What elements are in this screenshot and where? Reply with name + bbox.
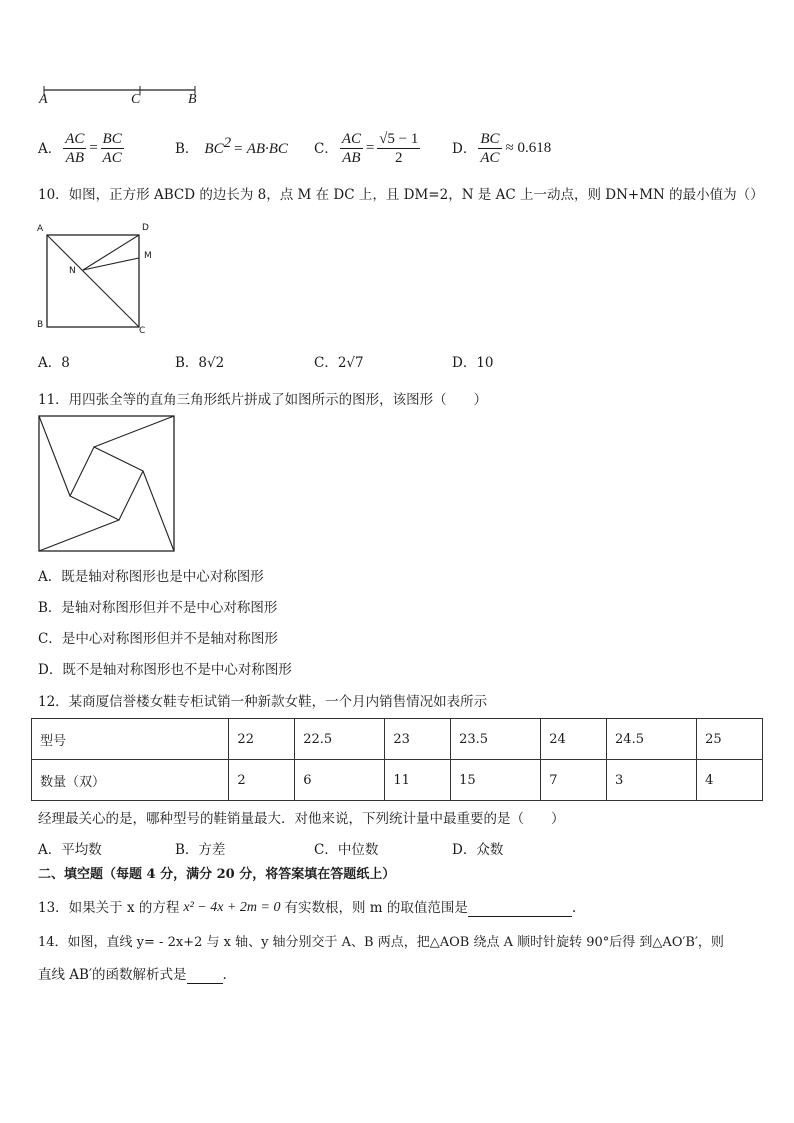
q9-option-c[interactable]: [314, 130, 422, 167]
table-cell-head: 型号: [32, 719, 229, 760]
q11-option-a[interactable]: A．既是轴对称图形也是中心对称图形: [38, 569, 264, 585]
point-label-m: M: [144, 251, 152, 261]
option-tag: C．: [314, 355, 338, 371]
four-triangles-diagram: [38, 415, 178, 555]
q10-option-c[interactable]: [314, 354, 364, 372]
vertex-label-a: A: [37, 224, 44, 234]
q12-option-d[interactable]: [452, 841, 503, 859]
approx-value: ≈ 0.618: [505, 140, 552, 156]
option-tag: A．: [38, 355, 62, 371]
option-tag: B．: [175, 141, 199, 157]
table-cell: 4: [697, 760, 763, 801]
q11-option-d[interactable]: D．既不是轴对称图形也不是中心对称图形: [38, 662, 292, 678]
pinwheel-figure: [38, 415, 178, 555]
table-cell: 6: [295, 760, 385, 801]
section-heading-fill-in: 二、填空题（每题 4 分，满分 20 分，将答案填在答题纸上）: [38, 867, 396, 882]
exponent: 2: [223, 134, 232, 151]
option-tag: A．: [38, 842, 62, 858]
q9-option-a[interactable]: [38, 130, 126, 167]
expr-bc: BC: [204, 140, 224, 157]
q12-option-a[interactable]: [38, 841, 102, 859]
option-value: 平均数: [61, 842, 102, 858]
vertex-label-c: C: [139, 326, 146, 336]
table-cell: 24.5: [607, 719, 697, 760]
table-cell: 11: [385, 760, 451, 801]
fraction-ac-ab: $\frac{AC}{AB}$: [341, 131, 362, 166]
question-14-line2-text: 直线 AB′的函数解析式是: [38, 967, 187, 983]
square-figure: [34, 222, 164, 340]
option-tag: B．: [175, 355, 199, 371]
fraction-bc-ac: $\frac{BC}{AC}$: [480, 131, 500, 166]
equals-sign: =: [365, 140, 376, 156]
option-value: 10: [476, 355, 494, 371]
question-13-post: 有实数根，则 m 的取值范围是: [284, 900, 468, 916]
segment-acb: [38, 82, 208, 110]
table-cell: 22: [229, 719, 295, 760]
q11-option-b[interactable]: B．是轴对称图形但并不是中心对称图形: [38, 600, 278, 616]
option-value: 8: [61, 355, 70, 371]
option-value: 8√2: [198, 355, 225, 371]
q11-option-c[interactable]: C．是中心对称图形但并不是轴对称图形: [38, 631, 278, 647]
question-13-end: .: [571, 900, 577, 916]
q10-option-d[interactable]: [452, 354, 494, 372]
q10-option-b[interactable]: [175, 354, 224, 372]
table-cell: 23.5: [451, 719, 541, 760]
square-abcd-diagram: [34, 222, 164, 340]
q10-option-a[interactable]: [38, 354, 70, 372]
fraction-sqrt5: $\frac{√5 - 1}{2}$: [379, 131, 419, 166]
question-10-text: 10．如图，正方形 ABCD 的边长为 8，点 M 在 DC 上，且 DM=2，N 是 AC 上一动点，则 DN+MN 的最小值为（）: [38, 187, 764, 203]
point-label-n: N: [69, 266, 76, 276]
table-cell: 25: [697, 719, 763, 760]
option-value: 2√7: [337, 355, 364, 371]
option-value: 中位数: [337, 842, 379, 858]
table-cell: 15: [451, 760, 541, 801]
question-14-line1: 14．如图，直线 y= - 2x+2 与 x 轴、y 轴分别交于 A、B 两点，把△AOB 绕点 A 顺时针旋转 90°后得 到△AO′B′，则: [38, 935, 724, 950]
question-12-followup: 经理最关心的是，哪种型号的鞋销量最大．对他来说，下列统计量中最重要的是（ ）: [38, 811, 565, 827]
option-tag: D．: [452, 140, 477, 157]
segment-figure: [38, 82, 208, 110]
q9-option-d[interactable]: [452, 130, 551, 167]
option-tag: B．: [175, 842, 199, 858]
question-13: [38, 899, 576, 917]
point-label-a: A: [39, 92, 48, 107]
question-14-end: .: [222, 967, 227, 983]
option-value: 方差: [198, 842, 226, 858]
fraction-ac-ab: $\frac{AC}{AB}$: [65, 131, 85, 166]
q12-option-c[interactable]: [314, 841, 378, 859]
table-cell: 2: [229, 760, 295, 801]
table-cell: 23: [385, 719, 451, 760]
table-cell: 24: [541, 719, 607, 760]
option-value: 众数: [476, 842, 504, 858]
question-11-text: 11．用四张全等的直角三角形纸片拼成了如图所示的图形，该图形（ ）: [38, 392, 488, 408]
point-label-c: C: [131, 92, 141, 107]
question-13-pre: 13．如果关于 x 的方程: [38, 900, 180, 916]
option-tag: D．: [452, 842, 477, 858]
table-cell: 7: [541, 760, 607, 801]
q9-option-b[interactable]: [175, 134, 288, 158]
fraction-bc-ac: $\frac{BC}{AC}$: [102, 131, 122, 166]
table-cell: 22.5: [295, 719, 385, 760]
option-tag: C．: [314, 140, 338, 157]
question-14-line2: [38, 966, 227, 984]
vertex-label-b: B: [37, 320, 44, 330]
equals-sign: =: [88, 140, 99, 156]
table-row: [32, 760, 763, 801]
vertex-label-d: D: [142, 223, 149, 233]
q12-option-b[interactable]: [175, 841, 225, 859]
answer-blank[interactable]: [187, 967, 223, 984]
table-cell: 3: [607, 760, 697, 801]
equation: x² − 4x + 2m = 0: [183, 900, 281, 915]
option-tag: D．: [452, 355, 477, 371]
point-label-b: B: [188, 92, 197, 107]
answer-blank[interactable]: [468, 900, 572, 917]
option-tag: A．: [38, 140, 62, 157]
table-cell-head: 数量（双）: [32, 760, 229, 801]
option-tag: C．: [314, 842, 338, 858]
sales-table: [31, 718, 763, 801]
expr-ab-bc: = AB·BC: [233, 140, 288, 157]
question-12-text: 12．某商厦信誉楼女鞋专柜试销一种新款女鞋，一个月内销售情况如表所示: [38, 694, 488, 710]
table-row: [32, 719, 763, 760]
